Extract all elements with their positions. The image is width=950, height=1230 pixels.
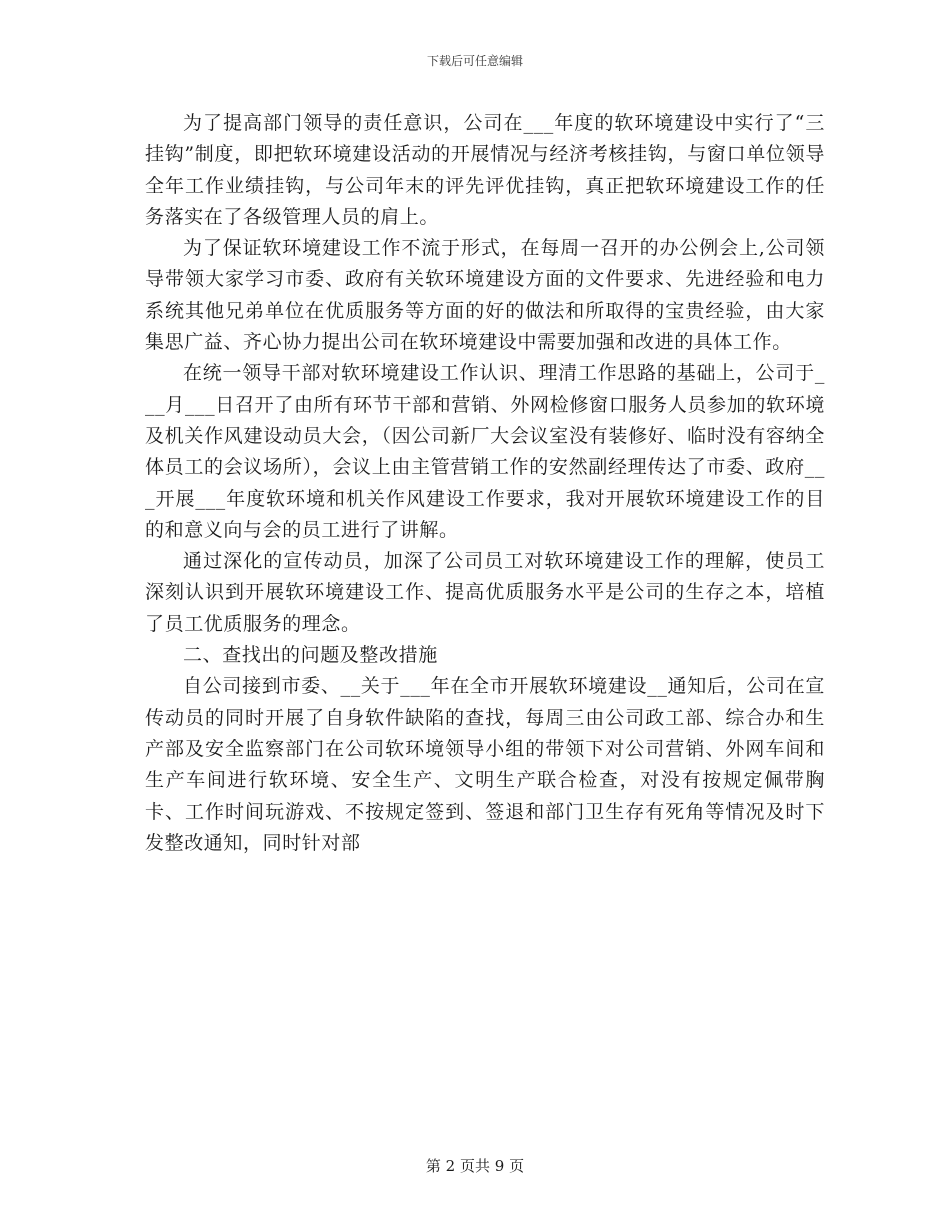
section-heading-problems: 二、查找出的问题及整改措施 <box>183 644 438 667</box>
paragraph-deepened-publicity: 通过深化的宣传动员，加深了公司员工对软环境建设工作的理解，使员工深刻认识到开展软环境建设工作、提高优质服务水平是公司的生存之本，培植了员工优质服务的理念。 <box>145 550 825 635</box>
paragraph-inspection: 自公司接到市委、__关于___年在全市开展软环境建设__通知后，公司在宣传动员的同时开展了自身软件缺陷的查找，每周三由公司政工部、综合办和生产部及安全监察部门在公司软环境领导小组的带领下对公司营销、外网车间和生产车间进行软环境、安全生产、文明生产联合检查，对没有按规定佩带胸卡、工作时间玩游戏、不按规定签到、签退和部门卫生存有死角等情况及时下发整改通知，同时针对部 <box>145 675 825 854</box>
paragraph-three-hooks: 为了提高部门领导的责任意识，公司在___年度的软环境建设中实行了“三挂钩”制度，即把软环境建设活动的开展情况与经济考核挂钩，与窗口单位领导全年工作业绩挂钩，与公司年末的评先评优挂钩，真正把软环境建设工作的任务落实在了各级管理人员的肩上。 <box>145 112 825 228</box>
paragraph-mobilization-meeting: 在统一领导干部对软环境建设工作认识、理清工作思路的基础上，公司于___月___日召开了由所有环节干部和营销、外网检修窗口服务人员参加的软环境及机关作风建设动员大会，（因公司新厂大会议室没有装修好、临时没有容纳全体员工的会议场所），会议上由主管营销工作的安然副经理传达了市委、政府___开展___年度软环境和机关作风建设工作要求，我对开展软环境建设工作的目的和意义向与会的员工进行了讲解。 <box>145 362 825 541</box>
page-header: 下载后可任意编辑 <box>426 54 523 68</box>
document-body <box>145 108 825 859</box>
page-number: 第 2 页共 9 页 <box>425 1157 525 1175</box>
paragraph-weekly-meeting: 为了保证软环境建设工作不流于形式，在每周一召开的办公例会上,公司领导带领大家学习市委、政府有关软环境建设方面的文件要求、先进经验和电力系统其他兄弟单位在优质服务等方面的好的做法和所取得的宝贵经验，由大家集思广益、齐心协力提出公司在软环境建设中需要加强和改进的具体工作。 <box>145 237 825 354</box>
